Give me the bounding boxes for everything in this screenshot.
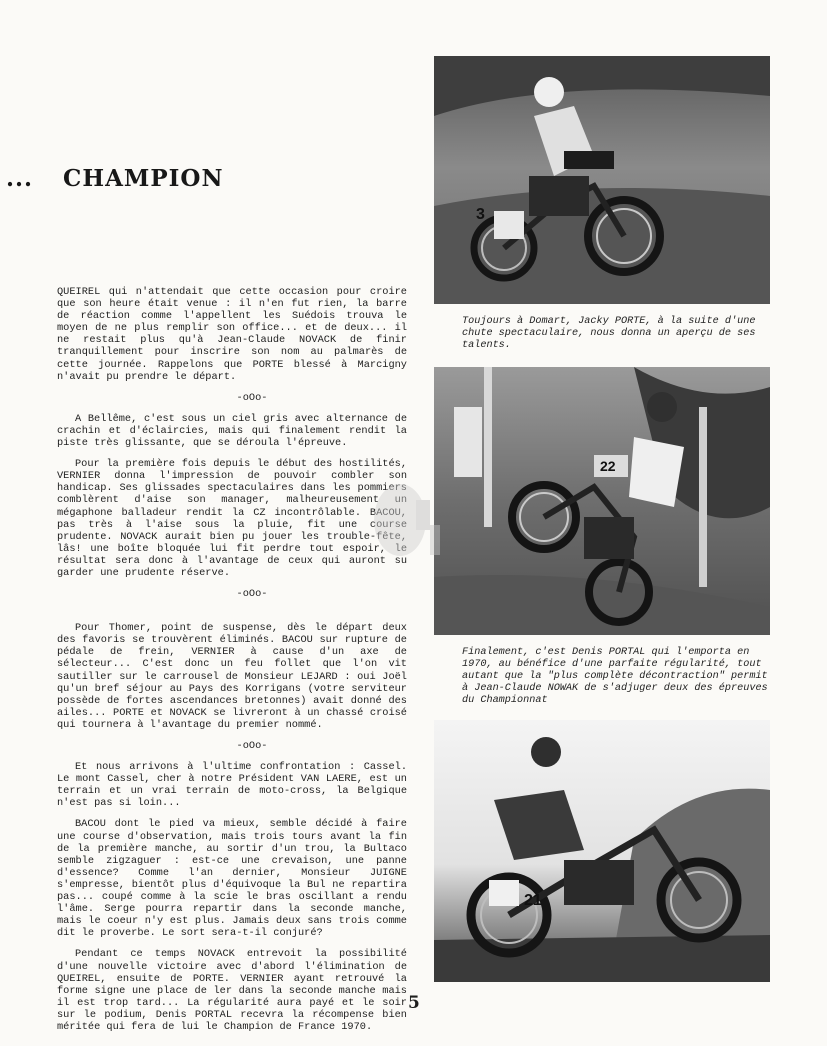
article-title bbox=[6, 165, 224, 192]
article-body bbox=[57, 286, 407, 1042]
photo-2-image bbox=[434, 367, 770, 635]
separator-2: -oOo- bbox=[236, 588, 268, 601]
caption-1: Toujours à Domart, Jacky PORTE, à la suite d'une chute spectaculaire, nous donna un aperçu de ses talents. bbox=[462, 316, 756, 351]
title-text: CHAMPION bbox=[63, 165, 224, 192]
caption-2: Finalement, c'est Denis PORTAL qui l'emporta en 1970, au bénéfice d'une parfaite régularité, tout autant que la "plus complète décontraction" permit à Jean-Claude NOWAK de s'adjuger deux des épreuves du Championnat bbox=[462, 647, 768, 706]
paragraph-4: Pour Thomer, point de suspense, dès le départ deux des favoris se trouvèrent éliminés. BACOU sur rupture de pédale de frein, VERNIER à cause d'un axe de sélecteur... C'est donc un feu follet que l'on vit sautiller sur le carrousel de Monsieur LEJARD : oui Joël qu'un bref séjour au Pays des Korrigans (votre serviteur possède de fortes ascendances bretonnes) avait donné des ailes... PORTE et NOVACK se livreront à un chassé croisé qui tournera à l'avantage du premier nommé. bbox=[57, 622, 407, 731]
photo-1-image bbox=[434, 56, 770, 304]
photo-portal-jump bbox=[434, 367, 770, 635]
photo-porte-jump bbox=[434, 56, 770, 304]
paragraph-5: Et nous arrivons à l'ultime confrontation : Cassel. Le mont Cassel, cher à notre Président VAN LAERE, est un terrain et un vrai terrain de moto-cross, la Belgique n'est pas si loin... bbox=[57, 761, 407, 810]
page-number: 5 bbox=[408, 993, 420, 1013]
photo-2-racing-number: 22 bbox=[600, 458, 616, 474]
photo-3-racing-number: 21 bbox=[524, 892, 542, 909]
paragraph-3: Pour la première fois depuis le début des hostilités, VERNIER donna l'impression de pouvoir combler son handicap. Ses glissades spectaculaires dans les pommiers comblèrent d'aise son manager, malheureusement un mégaphone balladeur rendit la CZ incontrôlable. BACOU, pas très à l'aise sous la pluie, fit une course prudente. NOVACK aurait bien pu jouer les trouble-fête, lâs! une boîte bloquée lui fit perdre tout espoir, le résultat sera donc à l'avantage de ceux qui auront su garder une prudente réserve. bbox=[57, 458, 407, 579]
separator-1: -oOo- bbox=[236, 391, 268, 404]
paragraph-7: Pendant ce temps NOVACK entrevoit la possibilité d'une nouvelle victoire avec d'abord l'élimination de QUEIREL, ensuite de PORTE. VERNIER ayant retrouvé la forme signe une place de ler dans la seconde manche mais il est trop tard... La régularité aura payé et le soir sur le podium, Denis PORTAL recevra la récompense bien méritée qui fera de lui le Champion de France 1970. bbox=[57, 948, 407, 1033]
watermark-logo bbox=[360, 470, 450, 570]
paragraph-6: BACOU dont le pied va mieux, semble décidé à faire une course d'observation, mais trois tours avant la fin de la première manche, au sortir d'un trou, la Bultaco semble zigzaguer : est-ce une crevaison, une panne d'essence? Comme l'an dernier, Monsieur JUIGNE s'empresse, bientôt plus d'équivoque la Bul ne repartira pas... coupé comme à la scie le bras oscillant a rendu l'âme. Serge pourra repartir dans la seconde manche, mais le coeur n'y est plus. Jamais deux sans trois comme dit le proverbe. Le sort sera-t-il conjuré? bbox=[57, 818, 407, 940]
title-dots: ... bbox=[6, 165, 34, 192]
photo-1-racing-number: 3 bbox=[476, 206, 485, 223]
photo-novack-jump bbox=[434, 720, 770, 982]
paragraph-1: QUEIREL qui n'attendait que cette occasion pour croire que son heure était venue : il n'en fut rien, la barre de réaction comme l'appellent les Suédois trouva le moyen de ne plus remplir son office... et de deux... il ne restait plus qu'à Jean-Claude NOVACK de finir tranquillement pour inscrire son nom au palmarès de cette journée. Rappelons que PORTE blessé à Marcigny n'avait pu prendre le départ. bbox=[57, 286, 407, 383]
photo-3-image bbox=[434, 720, 770, 982]
paragraph-2: A Bellême, c'est sous un ciel gris avec alternance de crachin et d'éclaircies, mais qui finalement rendit la piste très glissante, que se déroula l'épreuve. bbox=[57, 412, 407, 450]
separator-3: -oOo- bbox=[236, 740, 268, 752]
